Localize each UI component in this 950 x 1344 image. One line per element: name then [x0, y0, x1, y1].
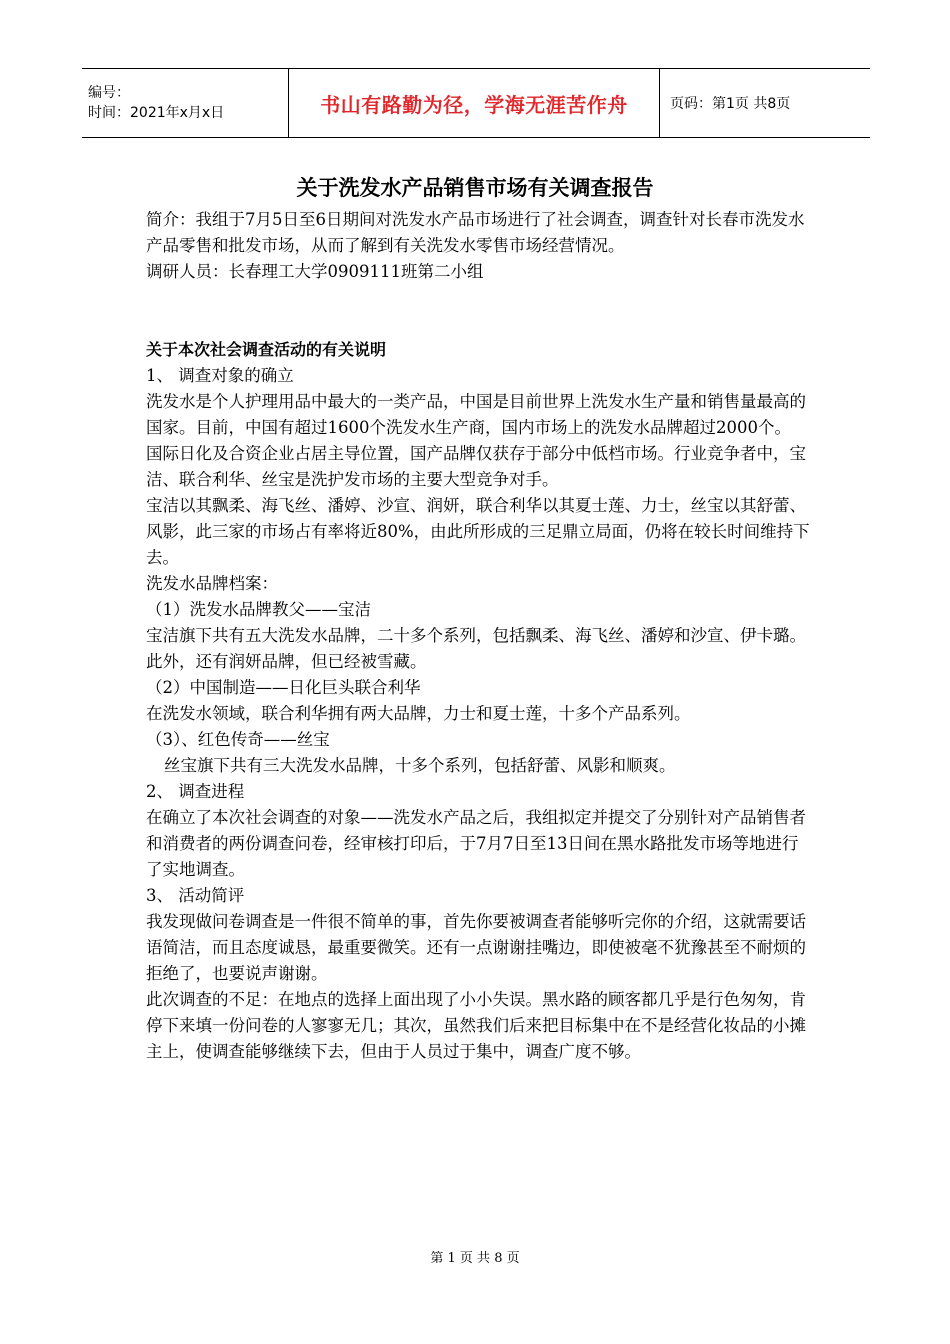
paragraph: 此次调查的不足：在地点的选择上面出现了小小失误。黑水路的顾客都几乎是行色匆匆，肯停下来填一份问卷的人寥寥无几；其次，虽然我们后来把目标集中在不是经营化妆品的小摊主上，使调查能够继续下去，但由于人员过于集中，调查广度不够。	[146, 990, 806, 1061]
header-motto-cell	[288, 69, 660, 137]
header-page-number: 页码：第1页 共8页	[670, 96, 791, 112]
brand-heading-unilever: （2）中国制造——日化巨头联合利华	[146, 678, 421, 697]
brand-heading-pg: （1）洗发水品牌教父——宝洁	[146, 600, 371, 619]
header-motto: 书山有路勤为径，学海无涯苦作舟	[320, 92, 628, 117]
paragraph: 宝洁旗下共有五大洗发水品牌，二十多个系列，包括飘柔、海飞丝、潘婷和沙宣、伊卡璐。此外，还有润妍品牌，但已经被雪藏。	[146, 626, 806, 671]
paragraph: 国际日化及合资企业占居主导位置，国产品牌仅获存于部分中低档市场。行业竞争者中，宝洁、联合利华、丝宝是洗护发市场的主要大型竞争对手。	[146, 444, 806, 489]
header-page-cell	[660, 69, 870, 137]
intro-summary: 简介：我组于7月5日至6日期间对洗发水产品市场进行了社会调查，调查针对长春市洗发水产品零售和批发市场，从而了解到有关洗发水零售市场经营情况。	[146, 210, 805, 255]
document-title: 关于洗发水产品销售市场有关调查报告	[296, 176, 654, 200]
paragraph: 洗发水品牌档案：	[146, 574, 278, 593]
heading-2: 2、 调查进程	[146, 782, 245, 801]
paragraph: 宝洁以其飘柔、海飞丝、潘婷、沙宣、润妍，联合利华以其夏士莲、力士，丝宝以其舒蕾、风影，此三家的市场占有率将近80%，由此所形成的三足鼎立局面，仍将在较长时间维持下去。	[146, 496, 810, 567]
paragraph: 在洗发水领域，联合利华拥有两大品牌，力士和夏士莲，十多个产品系列。	[146, 704, 691, 723]
header-meta	[82, 69, 288, 137]
spacer	[146, 285, 810, 337]
section-title: 关于本次社会调查活动的有关说明	[146, 340, 387, 359]
document-body	[146, 207, 810, 1065]
heading-1: 1、 调查对象的确立	[146, 366, 294, 385]
heading-3: 3、 活动简评	[146, 886, 245, 905]
page-header	[82, 68, 870, 138]
document-time-label: 时间：2021年x月x日	[88, 105, 225, 121]
intro-researchers: 调研人员：长春理工大学0909111班第二小组	[146, 262, 484, 281]
brand-heading-sibao: （3）、红色传奇——丝宝	[146, 730, 330, 749]
paragraph: 丝宝旗下共有三大洗发水品牌，十多个系列，包括舒蕾、风影和顺爽。	[164, 756, 676, 775]
document-number-label: 编号：	[88, 85, 130, 101]
paragraph: 我发现做问卷调查是一件很不简单的事，首先你要被调查者能够听完你的介绍，这就需要话语简洁，而且态度诚恳，最重要微笑。还有一点谢谢挂嘴边，即使被毫不犹豫甚至不耐烦的拒绝了，也要说声谢谢。	[146, 912, 806, 983]
page-footer: 第 1 页 共 8 页	[430, 1251, 520, 1266]
paragraph: 洗发水是个人护理用品中最大的一类产品，中国是目前世界上洗发水生产量和销售量最高的国家。目前，中国有超过1600个洗发水生产商，国内市场上的洗发水品牌超过2000个。	[146, 392, 806, 437]
paragraph: 在确立了本次社会调查的对象——洗发水产品之后，我组拟定并提交了分别针对产品销售者和消费者的两份调查问卷，经审核打印后，于7月7日至13日间在黑水路批发市场等地进行了实地调查。	[146, 808, 806, 879]
